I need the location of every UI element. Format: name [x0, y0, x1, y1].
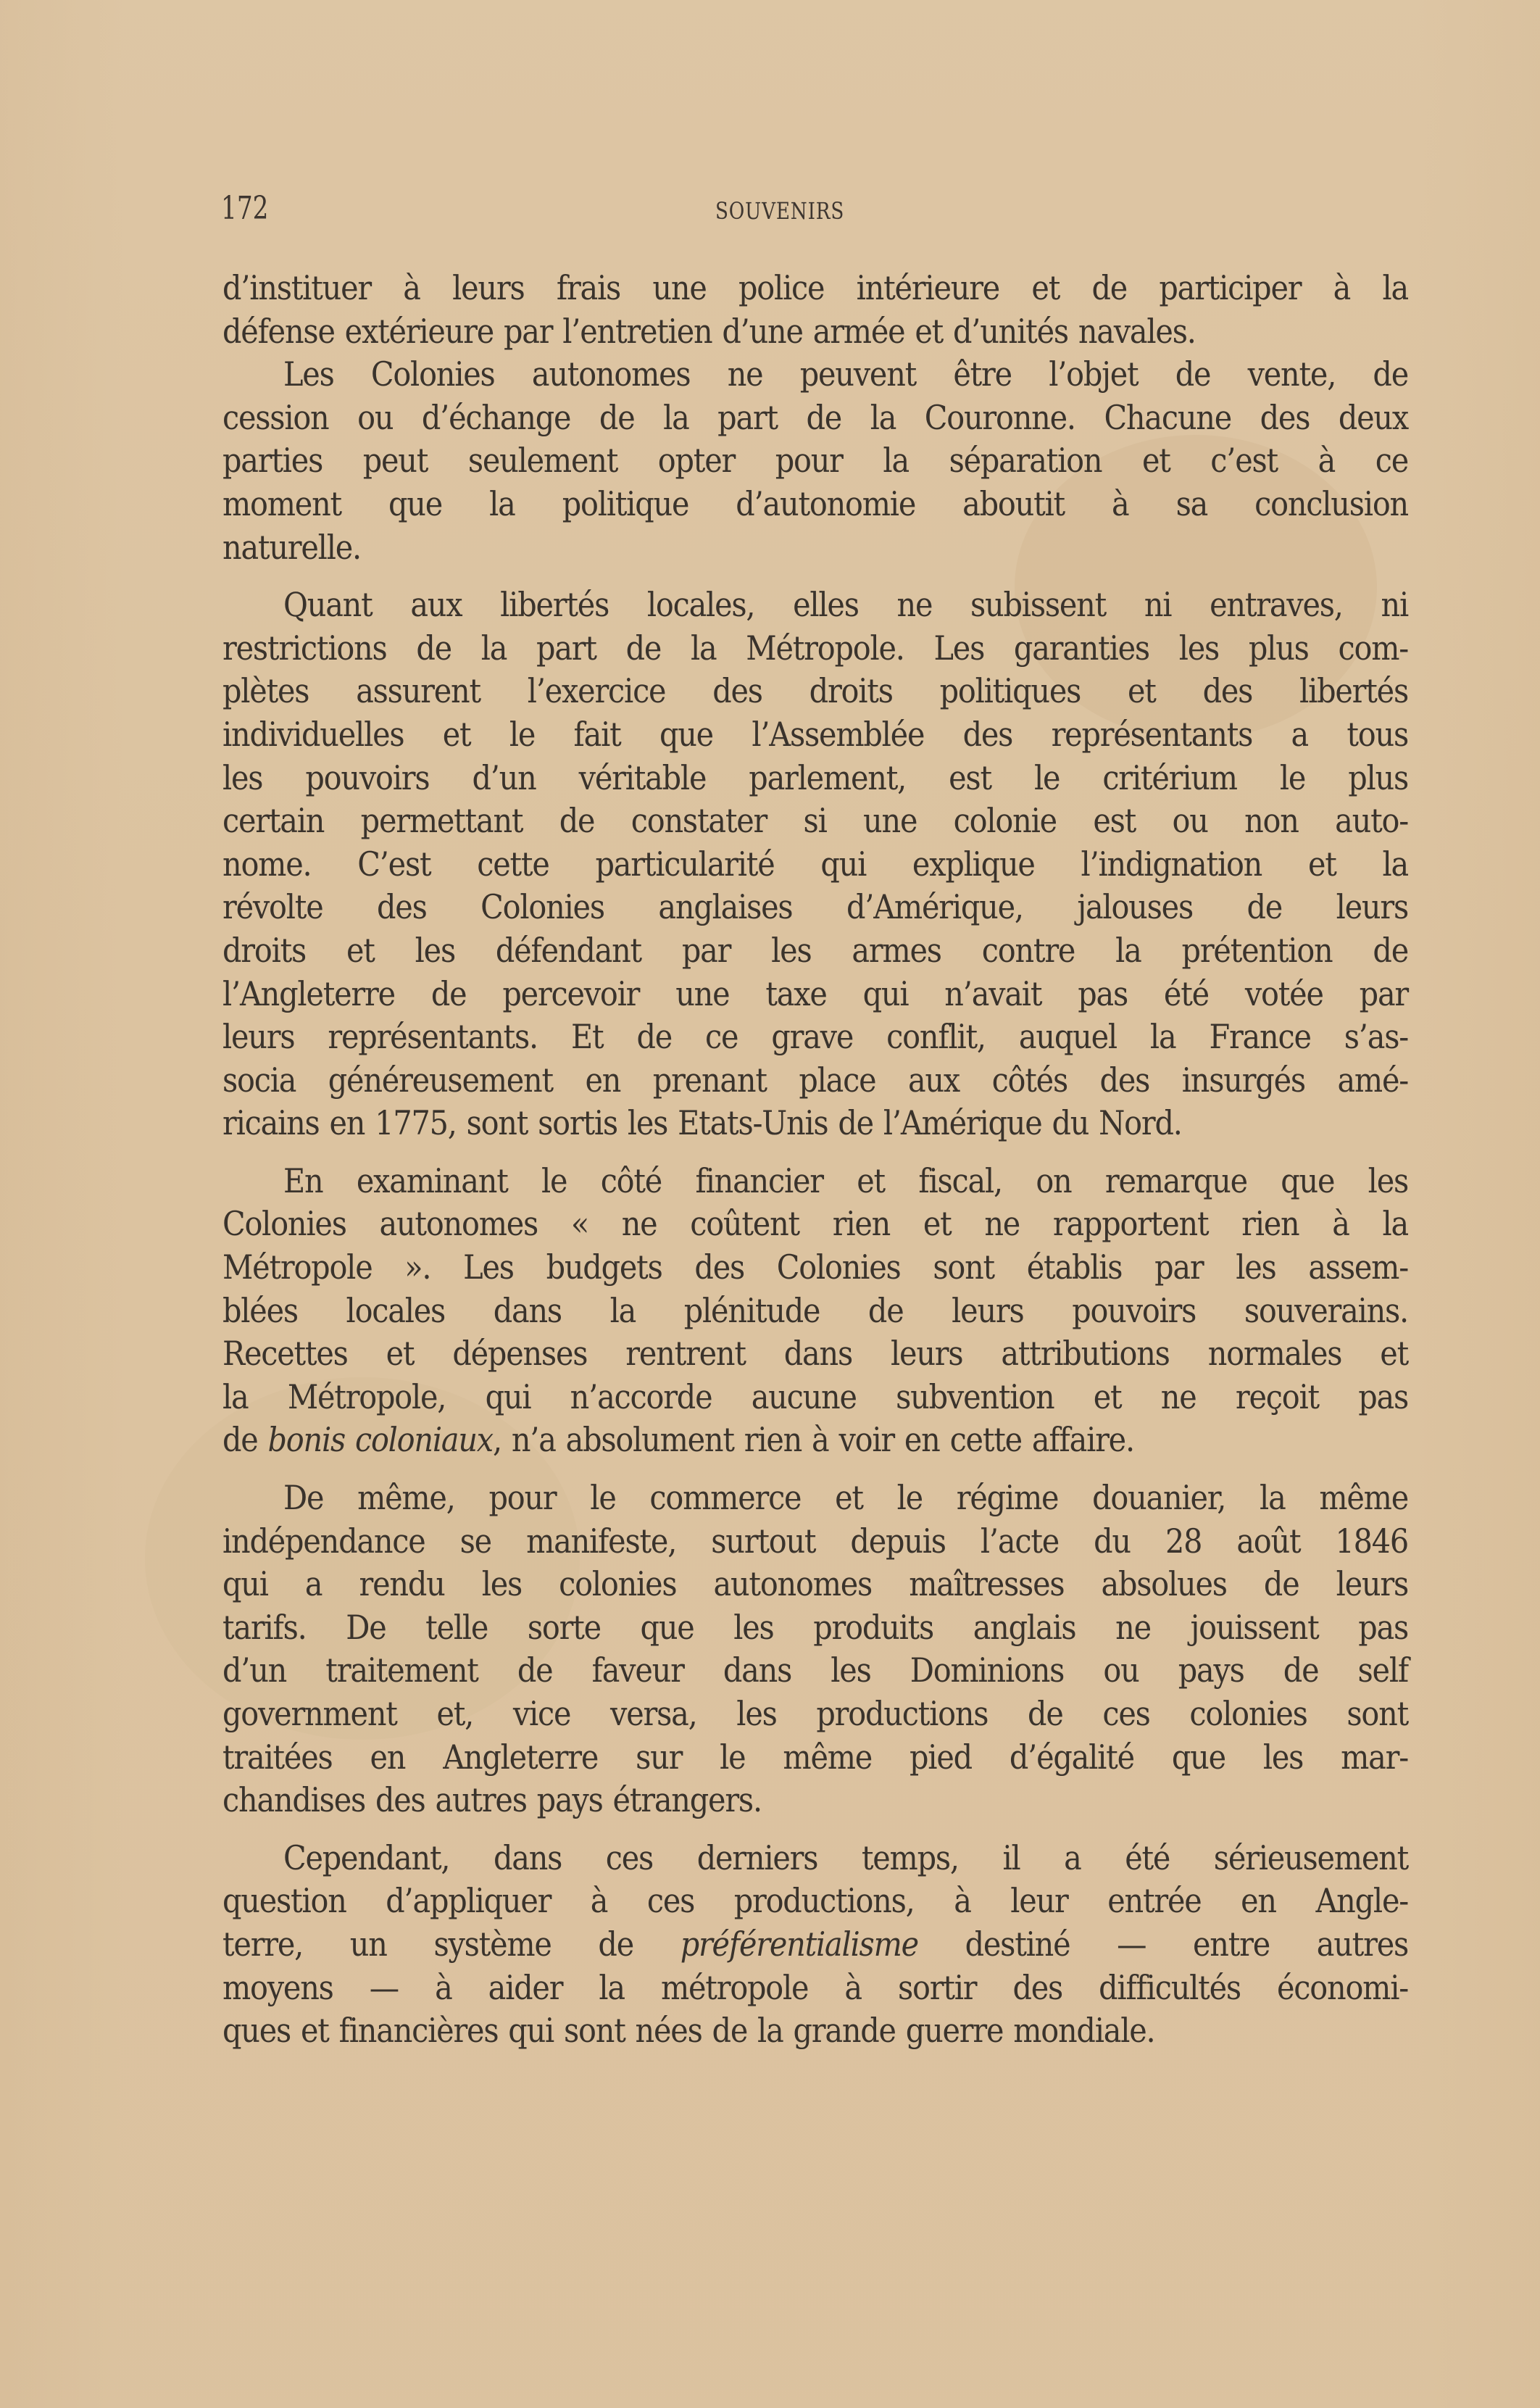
- text-line: la Métropole, qui n’accorde aucune subvention et ne reçoit pas: [222, 1377, 1408, 1416]
- text-line: Les Colonies autonomes ne peuvent être l’objet de vente, de: [283, 354, 1408, 394]
- paragraph: [222, 1477, 1408, 1822]
- text-line: tarifs. De telle sorte que les produits anglais ne jouissent pas: [222, 1607, 1408, 1647]
- text-line: leurs représentants. Et de ce grave conflit, auquel la France s’as-: [222, 1017, 1408, 1057]
- paragraph-gap: [222, 1462, 1408, 1477]
- text-line: parties peut seulement opter pour la séparation et c’est à ce: [222, 441, 1408, 481]
- text-line: défense extérieure par l’entretien d’une armée et d’unités navales.: [222, 311, 1196, 351]
- text-line: [222, 1923, 1408, 1967]
- text-line: Cependant, dans ces derniers temps, il a été sérieusement: [283, 1838, 1408, 1877]
- running-title: SOUVENIRS: [715, 197, 845, 225]
- text-line: blées locales dans la plénitude de leurs pouvoirs souverains.: [222, 1290, 1408, 1330]
- paragraph: [222, 1160, 1408, 1462]
- text-line: Métropole ». Les budgets des Colonies sont établis par les assem-: [222, 1247, 1408, 1287]
- text-line: restrictions de la part de la Métropole. Les garanties les plus com-: [222, 628, 1408, 668]
- italic-term: bonis coloniaux: [267, 1420, 493, 1460]
- text-run: destiné — entre autres: [917, 1924, 1408, 1964]
- text-line: moyens — à aider la métropole à sortir des difficultés économi-: [222, 1967, 1408, 2007]
- text-line: De même, pour le commerce et le régime douanier, la même: [283, 1478, 1408, 1518]
- text-line: révolte des Colonies anglaises d’Amérique, jalouses de leurs: [222, 887, 1408, 927]
- text-line: socia généreusement en prenant place aux côtés des insurgés amé-: [222, 1060, 1408, 1100]
- text-line: les pouvoirs d’un véritable parlement, est le critérium le plus: [222, 757, 1408, 797]
- italic-term: préférentialisme: [680, 1924, 918, 1964]
- text-line: nome. C’est cette particularité qui explique l’indignation et la: [222, 844, 1408, 884]
- text-line: qui a rendu les colonies autonomes maîtresses absolues de leurs: [222, 1564, 1408, 1604]
- body-text: [222, 267, 1408, 2053]
- text-line: indépendance se manifeste, surtout depuis l’acte du 28 août 1846: [222, 1521, 1408, 1561]
- text-line: traitées en Angleterre sur le même pied d’égalité que les mar-: [222, 1737, 1408, 1777]
- running-head: [222, 190, 1408, 233]
- paragraph: [222, 267, 1408, 353]
- text-line: Quant aux libertés locales, elles ne subissent ni entraves, ni: [283, 585, 1408, 625]
- text-line: government et, vice versa, les productions de ces colonies sont: [222, 1694, 1408, 1733]
- paragraph: [222, 353, 1408, 569]
- text-line: En examinant le côté financier et fiscal, on remarque que les: [283, 1161, 1408, 1200]
- text-run: de: [222, 1420, 268, 1460]
- text-line: droits et les défendant par les armes contre la prétention de: [222, 930, 1408, 970]
- paragraph-gap: [222, 1145, 1408, 1160]
- text-line: certain permettant de constater si une colonie est ou non auto-: [222, 801, 1408, 841]
- text-line: moment que la politique d’autonomie aboutit à sa conclusion: [222, 483, 1408, 523]
- paragraph: [222, 584, 1408, 1145]
- text-line: naturelle.: [222, 527, 361, 567]
- text-line: l’Angleterre de percevoir une taxe qui n’avait pas été votée par: [222, 973, 1408, 1013]
- text-line: individuelles et le fait que l’Assemblée des représentants a tous: [222, 714, 1408, 754]
- text-line: Recettes et dépenses rentrent dans leurs attributions normales et: [222, 1334, 1408, 1374]
- text-line: cession ou d’échange de la part de la Couronne. Chacune des deux: [222, 397, 1408, 437]
- text-line: question d’appliquer à ces productions, à leur entrée en Angle-: [222, 1881, 1408, 1921]
- text-line: d’instituer à leurs frais une police intérieure et de participer à la: [222, 268, 1408, 307]
- paragraph: [222, 1837, 1408, 2053]
- text-line: ques et financières qui sont nées de la grande guerre mondiale.: [222, 2011, 1155, 2051]
- text-line: chandises des autres pays étrangers.: [222, 1780, 762, 1820]
- paragraph-gap: [222, 569, 1408, 584]
- text-line: Colonies autonomes « ne coûtent rien et ne rapportent rien à la: [222, 1204, 1408, 1244]
- text-run: , n’a absolument rien à voir en cette affaire.: [492, 1420, 1134, 1460]
- paragraph-gap: [222, 1822, 1408, 1837]
- text-line: d’un traitement de faveur dans les Dominions ou pays de self: [222, 1651, 1408, 1690]
- text-line: ricains en 1775, sont sortis les Etats-Unis de l’Amérique du Nord.: [222, 1103, 1182, 1143]
- text-line: [222, 1419, 1408, 1462]
- text-line: plètes assurent l’exercice des droits politiques et des libertés: [222, 671, 1408, 711]
- text-run: terre, un système de: [222, 1924, 680, 1964]
- page-number: 172: [221, 190, 269, 227]
